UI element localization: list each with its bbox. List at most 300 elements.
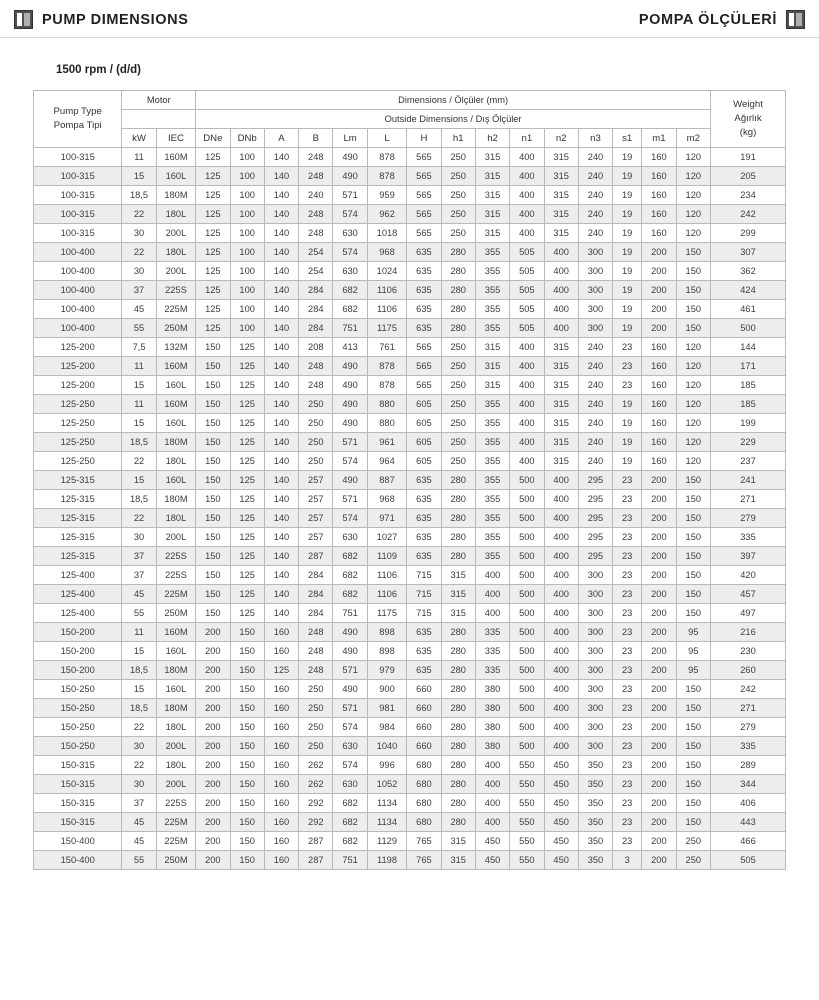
cell-value: 550	[510, 832, 544, 851]
cell-value: 315	[544, 376, 578, 395]
table-row	[34, 186, 786, 205]
cell-value: 660	[407, 699, 441, 718]
cell-value: 450	[544, 756, 578, 775]
cell-value: 315	[544, 395, 578, 414]
column-header-h: H	[407, 129, 441, 148]
cell-value: 550	[510, 851, 544, 870]
table-row	[34, 623, 786, 642]
cell-value: 200L	[156, 528, 196, 547]
cell-value: 125	[196, 224, 230, 243]
cell-pump-type: 125-315	[34, 471, 122, 490]
cell-value: 250M	[156, 604, 196, 623]
cell-value: 682	[333, 300, 367, 319]
cell-value: 550	[510, 794, 544, 813]
cell-value: 240	[299, 186, 333, 205]
cell-value: 140	[264, 148, 298, 167]
cell-value: 413	[333, 338, 367, 357]
cell-value: 400	[544, 661, 578, 680]
cell-value: 95	[676, 623, 710, 642]
cell-value: 335	[475, 642, 509, 661]
cell-value: 400	[510, 433, 544, 452]
cell-value: 37	[122, 281, 156, 300]
table-row	[34, 262, 786, 281]
cell-value: 605	[407, 452, 441, 471]
header-left	[14, 10, 189, 29]
cell-value: 765	[407, 851, 441, 870]
cell-value: 3	[613, 851, 642, 870]
cell-value: 250	[441, 376, 475, 395]
cell-value: 400	[544, 737, 578, 756]
cell-value: 450	[475, 851, 509, 870]
cell-value: 23	[613, 604, 642, 623]
cell-value: 400	[544, 623, 578, 642]
table-row	[34, 547, 786, 566]
cell-value: 125	[196, 262, 230, 281]
cell-value: 751	[333, 851, 367, 870]
column-header-m2: m2	[676, 129, 710, 148]
cell-value: 240	[578, 148, 612, 167]
cell-pump-type: 150-250	[34, 680, 122, 699]
cell-value: 140	[264, 319, 298, 338]
cell-value: 125	[230, 547, 264, 566]
cell-value: 100	[230, 319, 264, 338]
cell-value: 660	[407, 737, 441, 756]
table-row	[34, 167, 786, 186]
table-row	[34, 376, 786, 395]
cell-value: 7,5	[122, 338, 156, 357]
cell-value: 23	[613, 547, 642, 566]
table-row	[34, 661, 786, 680]
cell-value: 280	[441, 490, 475, 509]
cell-value: 19	[613, 319, 642, 338]
cell-value: 125	[196, 167, 230, 186]
cell-value: 19	[613, 224, 642, 243]
cell-value: 120	[676, 433, 710, 452]
column-header-n1: n1	[510, 129, 544, 148]
cell-value: 400	[510, 414, 544, 433]
cell-value: 550	[510, 813, 544, 832]
cell-weight: 237	[711, 452, 786, 471]
cell-value: 284	[299, 566, 333, 585]
cell-value: 300	[578, 585, 612, 604]
cell-value: 682	[333, 794, 367, 813]
cell-value: 350	[578, 832, 612, 851]
cell-value: 180M	[156, 186, 196, 205]
cell-value: 45	[122, 832, 156, 851]
cell-value: 250	[441, 338, 475, 357]
cell-value: 150	[196, 547, 230, 566]
cell-value: 140	[264, 566, 298, 585]
cell-value: 200	[196, 642, 230, 661]
cell-value: 565	[407, 205, 441, 224]
cell-value: 140	[264, 338, 298, 357]
cell-value: 630	[333, 528, 367, 547]
cell-value: 150	[676, 737, 710, 756]
cell-value: 571	[333, 186, 367, 205]
cell-value: 380	[475, 680, 509, 699]
cell-value: 295	[578, 490, 612, 509]
cell-value: 630	[333, 224, 367, 243]
cell-value: 248	[299, 661, 333, 680]
cell-value: 150	[196, 433, 230, 452]
cell-value: 355	[475, 547, 509, 566]
cell-value: 19	[613, 452, 642, 471]
cell-value: 565	[407, 148, 441, 167]
cell-value: 248	[299, 148, 333, 167]
cell-value: 200	[642, 832, 676, 851]
cell-value: 280	[441, 718, 475, 737]
header-pump-type-en: Pump Type	[53, 106, 102, 118]
cell-value: 250	[299, 680, 333, 699]
cell-value: 120	[676, 452, 710, 471]
cell-value: 150	[196, 566, 230, 585]
table-row	[34, 604, 786, 623]
cell-value: 571	[333, 661, 367, 680]
cell-value: 1106	[367, 300, 407, 319]
cell-value: 100	[230, 148, 264, 167]
cell-value: 248	[299, 167, 333, 186]
cell-value: 23	[613, 585, 642, 604]
table-row	[34, 794, 786, 813]
cell-value: 500	[510, 604, 544, 623]
cell-value: 240	[578, 167, 612, 186]
header-outside-dimensions: Outside Dimensions / Dış Ölçüler	[196, 110, 711, 129]
cell-value: 1129	[367, 832, 407, 851]
cell-weight: 260	[711, 661, 786, 680]
cell-value: 605	[407, 395, 441, 414]
cell-value: 160M	[156, 148, 196, 167]
cell-value: 898	[367, 642, 407, 661]
cell-value: 240	[578, 338, 612, 357]
cell-value: 200	[642, 661, 676, 680]
cell-value: 160	[642, 224, 676, 243]
cell-value: 23	[613, 680, 642, 699]
cell-value: 45	[122, 300, 156, 319]
cell-value: 23	[613, 813, 642, 832]
cell-value: 200	[196, 623, 230, 642]
cell-value: 500	[510, 623, 544, 642]
cell-value: 100	[230, 243, 264, 262]
cell-value: 200	[642, 490, 676, 509]
table-row	[34, 319, 786, 338]
cell-value: 979	[367, 661, 407, 680]
cell-value: 565	[407, 186, 441, 205]
cell-value: 140	[264, 585, 298, 604]
cell-value: 1018	[367, 224, 407, 243]
table-row	[34, 281, 786, 300]
cell-value: 300	[578, 300, 612, 319]
cell-value: 150	[676, 756, 710, 775]
cell-weight: 505	[711, 851, 786, 870]
cell-value: 715	[407, 585, 441, 604]
cell-value: 400	[510, 148, 544, 167]
cell-value: 180L	[156, 452, 196, 471]
cell-value: 450	[544, 851, 578, 870]
cell-value: 635	[407, 547, 441, 566]
cell-value: 315	[544, 205, 578, 224]
cell-value: 150	[196, 604, 230, 623]
cell-value: 490	[333, 642, 367, 661]
cell-value: 120	[676, 186, 710, 205]
cell-value: 150	[230, 661, 264, 680]
cell-value: 984	[367, 718, 407, 737]
table-row	[34, 357, 786, 376]
header-motor: Motor	[122, 91, 196, 110]
cell-value: 250	[299, 433, 333, 452]
cell-value: 150	[196, 509, 230, 528]
cell-value: 150	[676, 547, 710, 566]
cell-value: 19	[613, 281, 642, 300]
cell-value: 125	[196, 300, 230, 319]
cell-value: 45	[122, 813, 156, 832]
cell-weight: 205	[711, 167, 786, 186]
cell-value: 315	[441, 585, 475, 604]
cell-value: 295	[578, 471, 612, 490]
cell-value: 355	[475, 471, 509, 490]
table-row	[34, 718, 786, 737]
cell-value: 225M	[156, 300, 196, 319]
cell-value: 887	[367, 471, 407, 490]
cell-value: 160	[642, 395, 676, 414]
cell-value: 400	[544, 699, 578, 718]
cell-value: 250M	[156, 319, 196, 338]
cell-pump-type: 100-315	[34, 205, 122, 224]
cell-value: 160	[642, 357, 676, 376]
cell-value: 500	[510, 680, 544, 699]
cell-value: 400	[544, 509, 578, 528]
cell-value: 160L	[156, 680, 196, 699]
cell-value: 200	[642, 775, 676, 794]
cell-value: 23	[613, 471, 642, 490]
cell-value: 400	[475, 775, 509, 794]
cell-weight: 242	[711, 205, 786, 224]
table-head	[34, 91, 786, 148]
cell-value: 682	[333, 566, 367, 585]
cell-value: 287	[299, 851, 333, 870]
cell-value: 160	[642, 338, 676, 357]
cell-pump-type: 150-200	[34, 623, 122, 642]
cell-value: 280	[441, 680, 475, 699]
table-row	[34, 471, 786, 490]
cell-value: 125	[196, 148, 230, 167]
cell-value: 571	[333, 699, 367, 718]
cell-value: 23	[613, 718, 642, 737]
cell-value: 120	[676, 338, 710, 357]
cell-value: 95	[676, 661, 710, 680]
cell-value: 250	[441, 357, 475, 376]
cell-value: 30	[122, 737, 156, 756]
table-row	[34, 566, 786, 585]
cell-weight: 466	[711, 832, 786, 851]
cell-value: 280	[441, 775, 475, 794]
cell-value: 160L	[156, 376, 196, 395]
cell-value: 761	[367, 338, 407, 357]
cell-value: 100	[230, 167, 264, 186]
cell-value: 37	[122, 547, 156, 566]
cell-value: 140	[264, 604, 298, 623]
cell-value: 680	[407, 775, 441, 794]
cell-value: 355	[475, 414, 509, 433]
cell-value: 400	[510, 167, 544, 186]
cell-value: 350	[578, 756, 612, 775]
cell-value: 11	[122, 395, 156, 414]
cell-value: 180M	[156, 433, 196, 452]
cell-value: 248	[299, 224, 333, 243]
cell-value: 315	[544, 167, 578, 186]
cell-value: 1027	[367, 528, 407, 547]
cell-value: 120	[676, 414, 710, 433]
cell-value: 1134	[367, 813, 407, 832]
cell-value: 505	[510, 281, 544, 300]
cell-value: 18,5	[122, 490, 156, 509]
cell-value: 18,5	[122, 661, 156, 680]
cell-value: 240	[578, 186, 612, 205]
cell-value: 150	[230, 642, 264, 661]
cell-value: 100	[230, 186, 264, 205]
cell-value: 500	[510, 642, 544, 661]
cell-pump-type: 100-400	[34, 281, 122, 300]
cell-value: 125	[196, 205, 230, 224]
cell-value: 315	[544, 414, 578, 433]
cell-value: 565	[407, 167, 441, 186]
cell-value: 400	[544, 490, 578, 509]
cell-value: 150	[676, 281, 710, 300]
cell-value: 250	[441, 452, 475, 471]
cell-value: 295	[578, 547, 612, 566]
cell-value: 400	[510, 395, 544, 414]
cell-value: 292	[299, 813, 333, 832]
cell-value: 400	[544, 528, 578, 547]
cell-pump-type: 150-250	[34, 737, 122, 756]
cell-value: 23	[613, 832, 642, 851]
cell-value: 125	[230, 490, 264, 509]
cell-value: 335	[475, 623, 509, 642]
cell-value: 23	[613, 699, 642, 718]
cell-value: 300	[578, 604, 612, 623]
cell-weight: 497	[711, 604, 786, 623]
cell-value: 880	[367, 395, 407, 414]
cell-value: 160	[264, 756, 298, 775]
cell-value: 715	[407, 566, 441, 585]
header-pump-type-tr: Pompa Tipi	[53, 120, 102, 131]
cell-value: 254	[299, 262, 333, 281]
cell-value: 160M	[156, 623, 196, 642]
cell-pump-type: 100-315	[34, 148, 122, 167]
cell-pump-type: 125-200	[34, 376, 122, 395]
cell-pump-type: 150-315	[34, 756, 122, 775]
cell-pump-type: 150-200	[34, 642, 122, 661]
cell-value: 878	[367, 376, 407, 395]
cell-value: 350	[578, 794, 612, 813]
cell-value: 280	[441, 471, 475, 490]
cell-weight: 271	[711, 490, 786, 509]
cell-value: 15	[122, 414, 156, 433]
cell-value: 100	[230, 205, 264, 224]
cell-value: 250	[441, 205, 475, 224]
cell-value: 22	[122, 509, 156, 528]
cell-value: 125	[230, 452, 264, 471]
cell-value: 280	[441, 623, 475, 642]
cell-value: 23	[613, 737, 642, 756]
cell-weight: 420	[711, 566, 786, 585]
cell-value: 180L	[156, 509, 196, 528]
cell-value: 160L	[156, 471, 196, 490]
cell-value: 23	[613, 794, 642, 813]
cell-value: 262	[299, 756, 333, 775]
cell-pump-type: 125-250	[34, 414, 122, 433]
cell-value: 150	[230, 623, 264, 642]
cell-value: 200	[642, 623, 676, 642]
cell-value: 150	[230, 756, 264, 775]
cell-value: 1198	[367, 851, 407, 870]
cell-weight: 279	[711, 509, 786, 528]
cell-pump-type: 125-315	[34, 547, 122, 566]
table-row	[34, 205, 786, 224]
cell-value: 250	[299, 414, 333, 433]
cell-value: 630	[333, 262, 367, 281]
cell-value: 150	[196, 471, 230, 490]
cell-value: 225S	[156, 281, 196, 300]
cell-weight: 234	[711, 186, 786, 205]
cell-weight: 307	[711, 243, 786, 262]
cell-value: 765	[407, 832, 441, 851]
cell-weight: 335	[711, 737, 786, 756]
cell-value: 250	[441, 224, 475, 243]
cell-value: 898	[367, 623, 407, 642]
table-row	[34, 832, 786, 851]
cell-value: 200	[642, 528, 676, 547]
dimensions-table-wrapper	[33, 90, 786, 870]
cell-value: 160M	[156, 357, 196, 376]
cell-value: 150	[676, 566, 710, 585]
cell-value: 500	[510, 661, 544, 680]
cell-value: 400	[544, 262, 578, 281]
column-header-n2: n2	[544, 129, 578, 148]
cell-value: 355	[475, 262, 509, 281]
cell-value: 160	[642, 414, 676, 433]
cell-value: 225M	[156, 813, 196, 832]
cell-value: 878	[367, 167, 407, 186]
cell-value: 160L	[156, 414, 196, 433]
cell-value: 125	[264, 661, 298, 680]
cell-weight: 362	[711, 262, 786, 281]
cell-pump-type: 100-315	[34, 186, 122, 205]
cell-pump-type: 100-400	[34, 319, 122, 338]
cell-value: 125	[196, 186, 230, 205]
cell-value: 280	[441, 528, 475, 547]
cell-value: 280	[441, 794, 475, 813]
cell-value: 200	[642, 319, 676, 338]
cell-value: 19	[613, 395, 642, 414]
cell-value: 19	[613, 243, 642, 262]
cell-value: 300	[578, 262, 612, 281]
cell-value: 315	[475, 357, 509, 376]
cell-value: 200	[642, 243, 676, 262]
cell-value: 140	[264, 167, 298, 186]
cell-value: 400	[544, 642, 578, 661]
cell-value: 315	[544, 357, 578, 376]
cell-value: 160	[264, 642, 298, 661]
cell-value: 880	[367, 414, 407, 433]
table-row	[34, 509, 786, 528]
cell-value: 355	[475, 319, 509, 338]
cell-value: 125	[196, 281, 230, 300]
header-weight-tr: Ağırlık	[734, 113, 762, 125]
cell-pump-type: 150-250	[34, 699, 122, 718]
cell-value: 150	[676, 718, 710, 737]
cell-value: 660	[407, 718, 441, 737]
cell-value: 287	[299, 547, 333, 566]
